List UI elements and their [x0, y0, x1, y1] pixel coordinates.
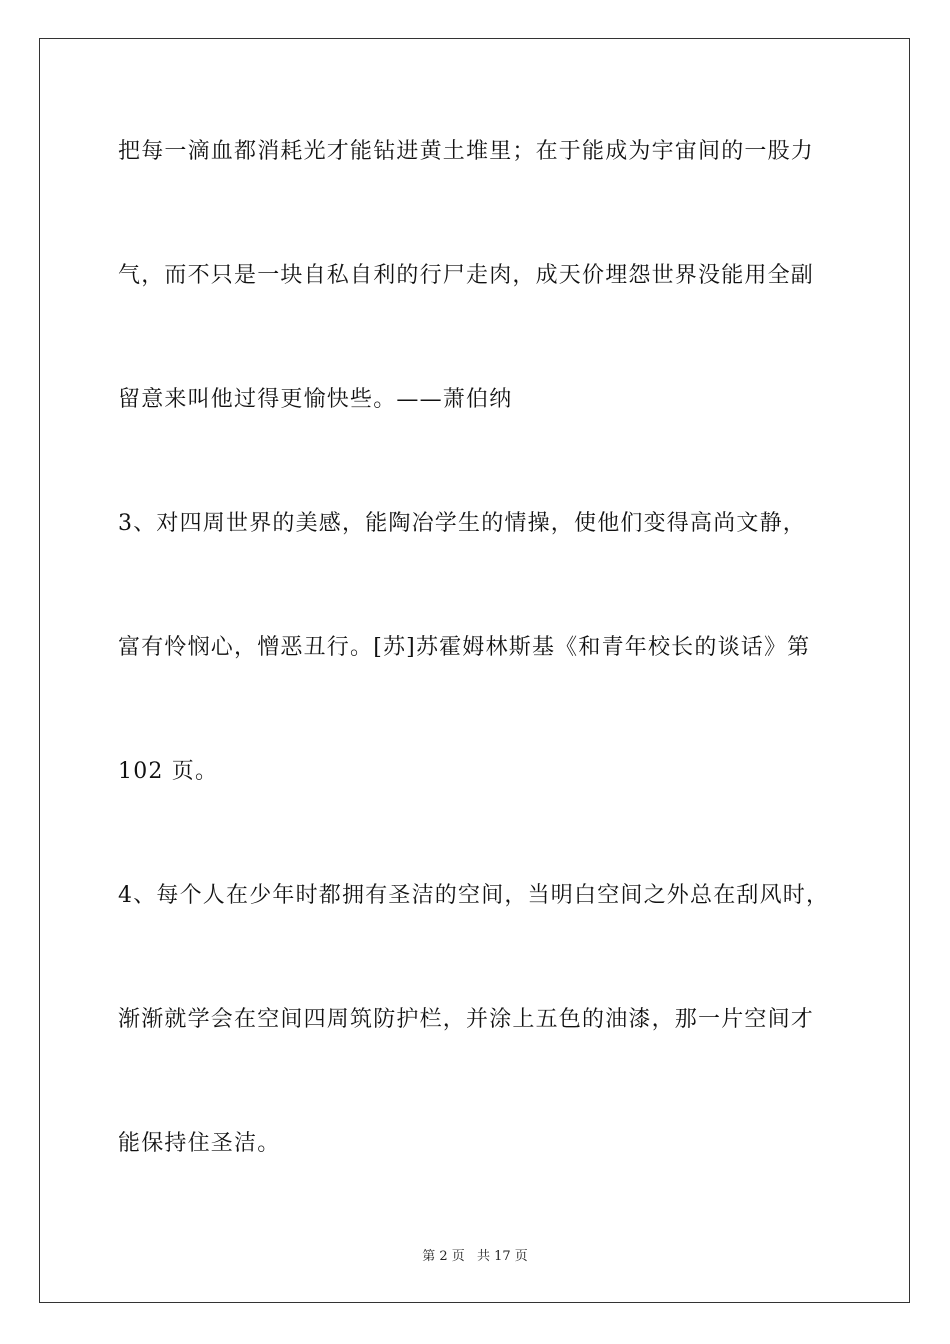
text-line: 3、对四周世界的美感，能陶冶学生的情操，使他们变得高尚文静， — [118, 511, 806, 536]
text-line: 留意来叫他过得更愉快些。——萧伯纳 — [118, 387, 513, 412]
text-line: 把每一滴血都消耗光才能钻进黄土堆里；在于能成为宇宙间的一股力 — [118, 139, 815, 164]
text-line: 102 页。 — [118, 759, 219, 784]
page-number: 第 2 页 — [422, 1249, 465, 1264]
total-pages: 共 17 页 — [476, 1249, 528, 1264]
text-line: 渐渐就学会在空间四周筑防护栏，并涂上五色的油漆，那一片空间才 — [118, 1007, 815, 1032]
text-line: 富有怜悯心，憎恶丑行。[苏]苏霍姆林斯基《和青年校长的谈话》第 — [118, 635, 811, 660]
text-line: 气，而不只是一块自私自利的行尸走肉，成天价埋怨世界没能用全副 — [118, 263, 815, 288]
text-line: 能保持住圣洁。 — [118, 1131, 281, 1156]
page-footer — [0, 1248, 950, 1266]
text-line: 4、每个人在少年时都拥有圣洁的空间，当明白空间之外总在刮风时， — [118, 883, 830, 908]
document-body — [118, 130, 838, 1246]
